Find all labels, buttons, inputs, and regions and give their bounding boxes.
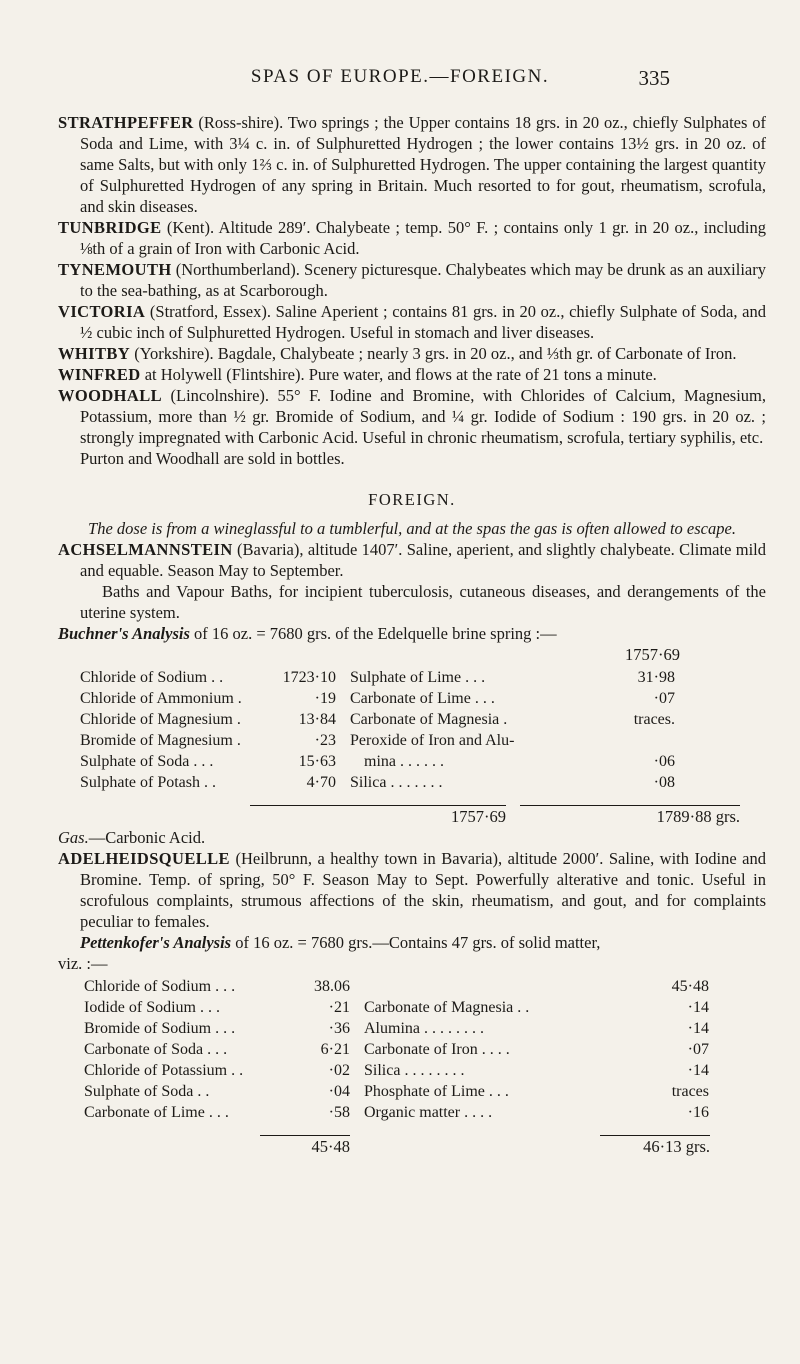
table-cell — [605, 730, 675, 751]
entry-name: WHITBY — [58, 344, 131, 363]
entry-name: ACHSELMANNSTEIN — [58, 540, 233, 559]
gas-value: —Carbonic Acid. — [88, 828, 206, 847]
table-cell: Peroxide of Iron and Alu- — [350, 732, 515, 749]
table-cell: traces — [671, 1083, 709, 1100]
table-cell: ·36 — [328, 1020, 350, 1037]
entry-adelheidsquelle — [58, 848, 766, 932]
entry-text: (Yorkshire). Bagdale, Chalybeate ; nearly 3 grs. in 20 oz., and ⅓th gr. of Carbonate of Iron. — [130, 344, 737, 363]
total-right: 46·13 grs. — [600, 1135, 710, 1157]
entry-victoria — [58, 301, 766, 343]
entry-text: (Ross-shire). Two springs ; the Upper contains 18 grs. in 20 oz., chiefly Sulphates of Soda and Lime, with 3¼ c. in. of Sulphuretted Hydrogen ; the lower contains 13½ grs. in 20 oz. of same Salts, but with only 1⅔ c. in. of Sulphuretted Hydrogen. The upper containing the largest quantity of Sulphuretted Hydrogen of any spring in Britain. Much resorted to for gout, rheumatism, scrofula, and skin diseases. — [80, 113, 766, 216]
table-cell: Alumina . . . . . . . . — [364, 1020, 484, 1037]
table-cell: ·16 — [687, 1104, 709, 1121]
table-totals — [80, 805, 740, 827]
entry-text: at Holywell (Flintshire). Pure water, and flows at the rate of 21 tons a minute. — [140, 365, 657, 384]
page-content — [58, 112, 766, 1157]
entry-tunbridge — [58, 217, 766, 259]
page-header — [0, 66, 800, 94]
table-cell — [364, 976, 629, 997]
entry-name: WOODHALL — [58, 386, 163, 405]
table-cell: 15·63 — [298, 753, 336, 770]
section-heading-foreign: FOREIGN. — [368, 490, 456, 509]
table-cell: Bromide of Magnesium . — [80, 732, 241, 749]
table-cell: ·14 — [687, 1062, 709, 1079]
table-cell: ·58 — [328, 1104, 350, 1121]
table-cell: ·02 — [328, 1062, 350, 1079]
entry-name: VICTORIA — [58, 302, 146, 321]
gas-label: Gas. — [58, 828, 89, 847]
table-cell: ·08 — [653, 774, 675, 791]
analysis-table-adelheidsquelle — [84, 976, 709, 1123]
entry-winfred — [58, 364, 766, 385]
table-cell: mina . . . . . . — [364, 753, 444, 770]
analysis-table-achselmannstein — [80, 667, 680, 793]
table-cell: Chloride of Sodium . . — [80, 669, 224, 686]
table-cell: 31·98 — [637, 669, 675, 686]
table-cell: Sulphate of Soda . . — [84, 1083, 210, 1100]
table-cell: ·23 — [314, 732, 336, 749]
entry-text: (Kent). Altitude 289′. Chalybeate ; temp. 50° F. ; contains only 1 gr. in 20 oz., including ⅛th of a grain of Iron with Carbonic Acid. — [80, 218, 766, 258]
entry-name: WINFRED — [58, 365, 141, 384]
table-cell: 13·84 — [298, 711, 336, 728]
page-number: 335 — [638, 66, 670, 90]
table-cell: Chloride of Sodium . . . — [84, 978, 236, 995]
table-cell: 1723·10 — [282, 669, 336, 686]
table-cell: ·14 — [687, 999, 709, 1016]
table-cell: Sulphate of Lime . . . — [350, 669, 486, 686]
analysis-text: of 16 oz. = 7680 grs.—Contains 47 grs. of solid matter, — [231, 933, 601, 952]
analysis-intro — [58, 932, 766, 953]
entry-strathpeffer — [58, 112, 766, 217]
entry-text: (Bavaria), altitude 1407′. Saline, aperient, and slightly chalybeate. Climate mild and equable. Season May to September. — [80, 540, 766, 580]
baths-note: Baths and Vapour Baths, for incipient tuberculosis, cutaneous diseases, and derangements of the uterine system. — [80, 582, 766, 622]
entry-whitby — [58, 343, 766, 364]
table-cell: ·07 — [653, 690, 675, 707]
carry-value: 1757·69 — [625, 645, 680, 664]
table-cell: Phosphate of Lime . . . — [364, 1083, 509, 1100]
table-cell: Silica . . . . . . . . — [364, 1062, 465, 1079]
table-cell: 4·70 — [306, 774, 336, 791]
table-cell: ·06 — [653, 753, 675, 770]
entry-name: STRATHPEFFER — [58, 113, 194, 132]
table-cell: Chloride of Ammonium . — [80, 690, 242, 707]
table-cell: Chloride of Potassium . . — [84, 1062, 244, 1079]
analysis-text: of 16 oz. = 7680 grs. of the Edelquelle brine spring :— — [189, 624, 557, 643]
analysis-source: Buchner's Analysis — [58, 624, 190, 643]
table-cell: 38.06 — [314, 978, 350, 995]
entry-tynemouth — [58, 259, 766, 301]
viz-line: viz. :— — [58, 954, 108, 973]
table-cell: Carbonate of Magnesia . . — [364, 999, 530, 1016]
table-cell: 6·21 — [320, 1041, 350, 1058]
table-cell: Bromide of Sodium . . . — [84, 1020, 236, 1037]
entry-text: (Lincolnshire). 55° F. Iodine and Bromine, with Chlorides of Calcium, Magnesium, Potassium, more than ½ gr. Bromide of Sodium, and ¼ gr. Iodide of Sodium : 190 grs. in 20 oz. ; strongly impregnated with Carbonic Acid. Useful in chronic rheumatism, scrofula, tertiary syphilis, etc. — [80, 386, 766, 447]
table-cell: 45·48 — [671, 978, 709, 995]
entry-name: ADELHEIDSQUELLE — [58, 849, 230, 868]
entry-text: (Stratford, Essex). Saline Aperient ; contains 81 grs. in 20 oz., chiefly Sulphate of Soda, and ½ cubic inch of Sulphuretted Hydrogen. Useful in stomach and liver diseases. — [80, 302, 766, 342]
table-cell: Carbonate of Iron . . . . — [364, 1041, 510, 1058]
entry-name: TYNEMOUTH — [58, 260, 172, 279]
entry-text: (Northumberland). Scenery picturesque. Chalybeates which may be drunk as an auxiliary to the sea-bathing, as at Scarborough. — [80, 260, 766, 300]
table-cell: Carbonate of Magnesia . — [350, 711, 508, 728]
table-cell: ·04 — [328, 1083, 350, 1100]
table-cell: ·07 — [687, 1041, 709, 1058]
analysis-source: Pettenkofer's Analysis — [80, 933, 232, 952]
analysis-intro — [58, 623, 766, 644]
table-cell: ·19 — [314, 690, 336, 707]
entry-name: TUNBRIDGE — [58, 218, 162, 237]
purton-note: Purton and Woodhall are sold in bottles. — [80, 449, 345, 468]
table-totals — [84, 1135, 734, 1157]
total-right: 1789·88 grs. — [520, 805, 740, 827]
table-cell: Silica . . . . . . . — [350, 774, 443, 791]
table-cell: ·21 — [328, 999, 350, 1016]
table-cell: Carbonate of Lime . . . — [350, 690, 495, 707]
entry-woodhall — [58, 385, 766, 448]
running-title: SPAS OF EUROPE.—FOREIGN. — [250, 66, 550, 87]
table-cell: Carbonate of Lime . . . — [84, 1104, 229, 1121]
total-left: 1757·69 — [250, 805, 506, 827]
table-cell: Chloride of Magnesium . — [80, 711, 241, 728]
table-cell: Organic matter . . . . — [364, 1104, 493, 1121]
table-cell: Sulphate of Potash . . — [80, 774, 216, 791]
table-cell: Sulphate of Soda . . . — [80, 753, 214, 770]
table-cell: traces. — [633, 711, 675, 728]
entry-text: (Heilbrunn, a healthy town in Bavaria), altitude 2000′. Saline, with Iodine and Bromine. Temp. of spring, 50° F. Season May to Sept. Powerfully alterative and tonic. Useful in scrofulous complaints, strumous affections of the skin, rheumatism, and gout, and for complaints peculiar to females. — [80, 849, 766, 931]
gas-line — [58, 827, 766, 848]
entry-achselmannstein — [58, 539, 766, 581]
dose-note: The dose is from a wineglassful to a tumblerful, and at the spas the gas is often allowed to escape. — [88, 519, 736, 538]
table-cell: ·14 — [687, 1020, 709, 1037]
table-cell: Carbonate of Soda . . . — [84, 1041, 228, 1058]
table-cell: Iodide of Sodium . . . — [84, 999, 220, 1016]
total-left: 45·48 — [260, 1135, 350, 1157]
